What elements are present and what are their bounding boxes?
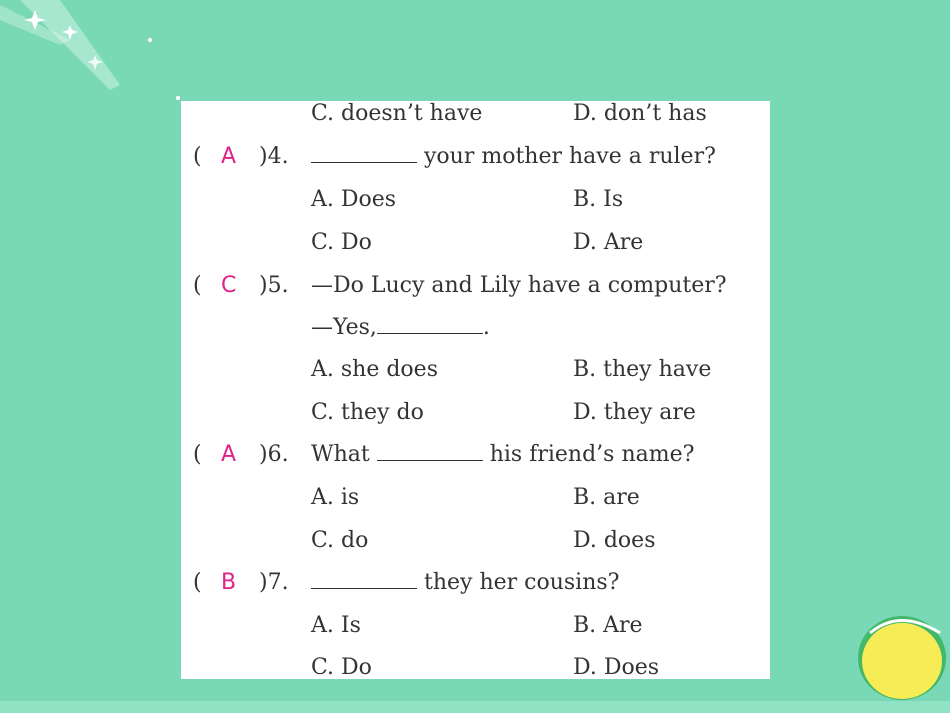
option-row [181, 400, 770, 440]
option-d: D. don’t has [573, 101, 707, 126]
option-a: A. is [311, 485, 360, 510]
answer-blank [311, 570, 417, 589]
reply-text: —Yes, . [311, 315, 490, 340]
paren-open: ( [193, 144, 202, 169]
answer-blank [311, 144, 417, 163]
option-row [181, 101, 770, 141]
question-text: they her cousins? [311, 570, 619, 595]
question-4 [181, 144, 770, 184]
question-6 [181, 442, 770, 482]
option-d: D. Does [573, 655, 660, 679]
option-row [181, 230, 770, 270]
question-number: )6. [259, 442, 289, 467]
paren-open: ( [193, 570, 202, 595]
paren-open: ( [193, 273, 202, 298]
paren-open: ( [193, 442, 202, 467]
answer-6: A [221, 442, 237, 467]
option-c: C. Do [311, 230, 372, 255]
option-c: C. Do [311, 655, 372, 679]
option-d: D. Are [573, 230, 644, 255]
question-5 [181, 273, 770, 313]
answer-7: B [221, 570, 237, 595]
option-d: D. they are [573, 400, 696, 425]
question-number: )7. [259, 570, 289, 595]
worksheet-page [181, 101, 770, 679]
option-a: A. Is [311, 613, 361, 638]
question-text: your mother have a ruler? [311, 144, 716, 169]
option-row [181, 485, 770, 525]
option-c: C. doesn’t have [311, 101, 483, 126]
option-row [181, 655, 770, 679]
option-b: B. are [573, 485, 640, 510]
lemon-icon [850, 603, 950, 703]
question-text: —Do Lucy and Lily have a computer? [311, 273, 727, 298]
question-number: )4. [259, 144, 289, 169]
option-row [181, 613, 770, 653]
question-5-reply [181, 315, 770, 355]
option-b: B. Are [573, 613, 643, 638]
question-7 [181, 570, 770, 610]
answer-blank [377, 315, 483, 334]
option-d: D. does [573, 528, 656, 553]
answer-5: C [221, 273, 237, 298]
option-a: A. she does [311, 357, 438, 382]
option-c: C. do [311, 528, 369, 553]
answer-blank [377, 442, 483, 461]
answer-4: A [221, 144, 237, 169]
dotted-border-decoration [0, 683, 950, 713]
option-b: B. they have [573, 357, 712, 382]
option-row [181, 357, 770, 397]
option-row [181, 528, 770, 568]
question-number: )5. [259, 273, 289, 298]
option-row [181, 187, 770, 227]
question-text: What his friend’s name? [311, 442, 695, 467]
option-b: B. Is [573, 187, 624, 212]
option-c: C. they do [311, 400, 424, 425]
option-a: A. Does [311, 187, 397, 212]
sparkle-decoration [0, 0, 200, 120]
